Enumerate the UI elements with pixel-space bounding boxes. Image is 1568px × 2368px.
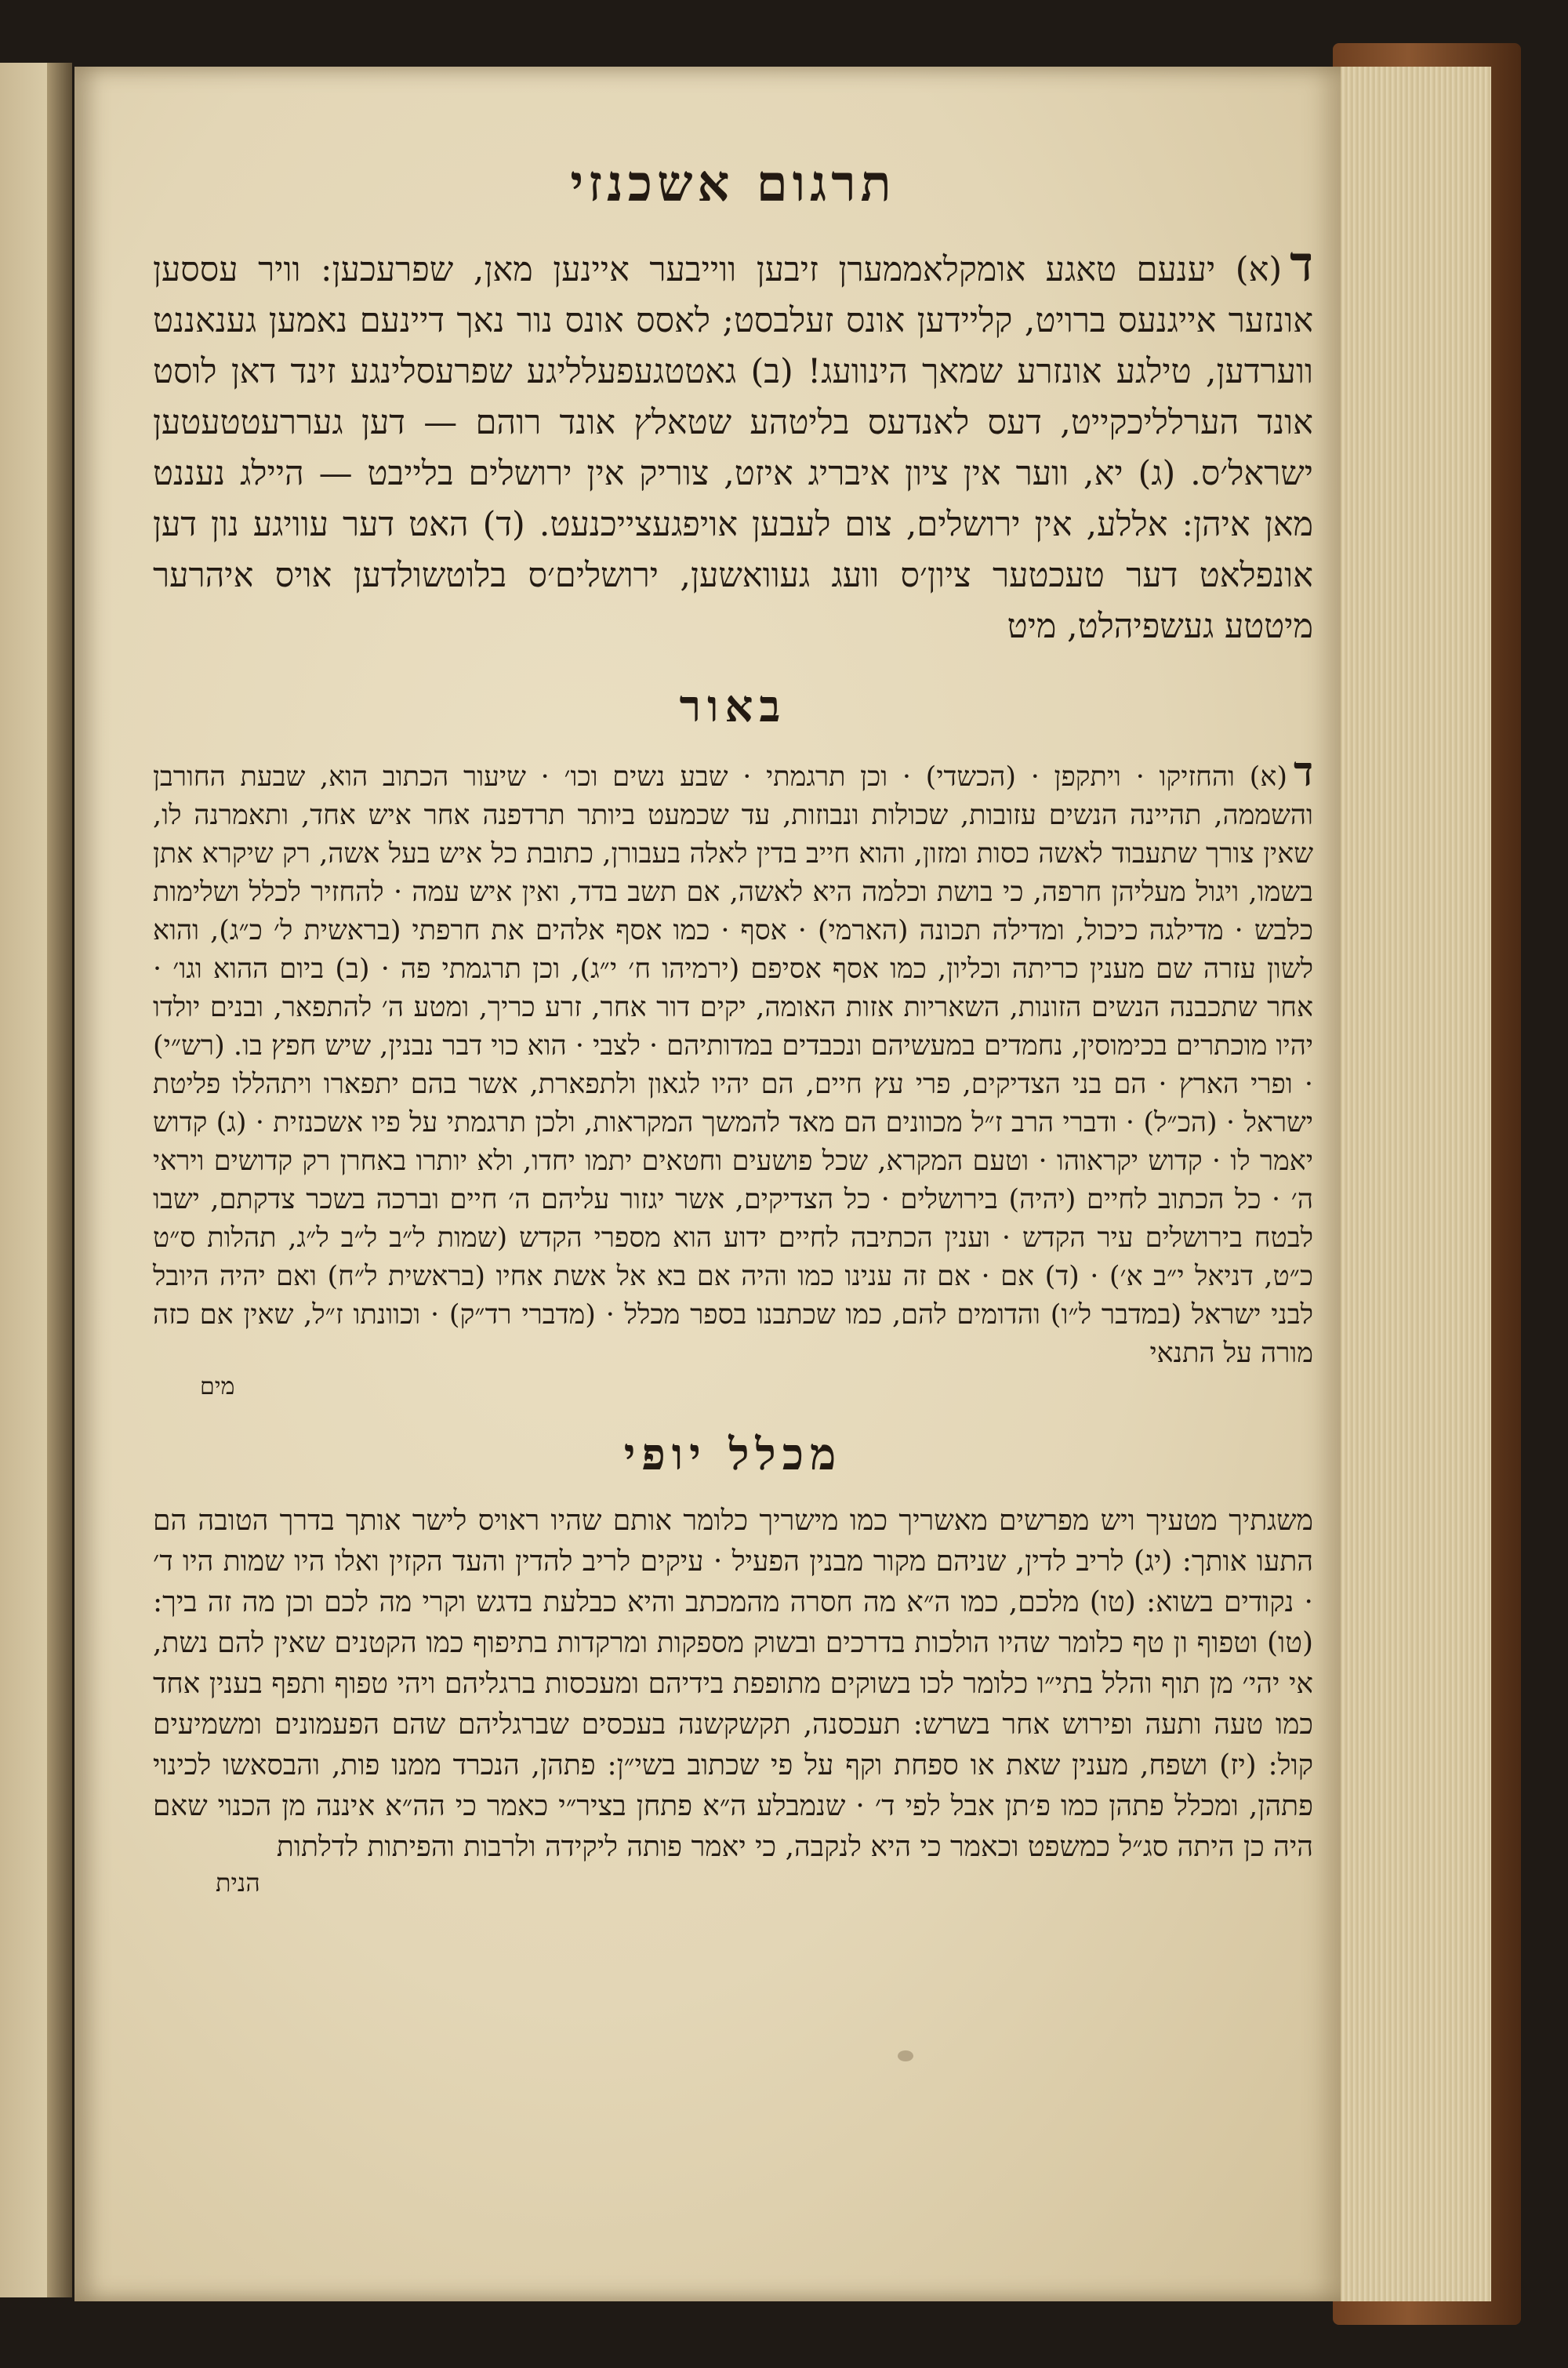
ink-spot — [898, 2050, 913, 2061]
mikhlol-heading: מכלל יופי — [623, 1429, 843, 1481]
biur-paragraph — [153, 748, 1313, 1373]
initial-letter: ד — [1293, 748, 1313, 797]
page-title: תרגום אשכנזי — [570, 154, 896, 213]
initial-letter: ד — [1290, 235, 1313, 293]
book-gutter — [47, 63, 72, 2297]
book-page — [74, 67, 1341, 2301]
biur-block — [153, 748, 1313, 1401]
translation-paragraph — [153, 235, 1313, 652]
biur-heading: באור — [679, 681, 787, 733]
biur-catchword: מים — [200, 1373, 235, 1401]
page-text — [153, 154, 1313, 1898]
biur-text: (א) והחזיקו · ויתקפן · (הכשדי) · וכן תרגמתי · שבע נשים וכו׳ · שיעור הכתוב הוא, שבעת החורבן והשממה, תהיינה הנשים עזובות, שכולות ונבוזות, עד שכמעט ביותר תרדפנה אחר איש אחד, ותאמרנה לו, שאין צורך שתעבוד לאשה כסות ומזון, והוא חייב בדין לאלה בעבורן, כתובת כל איש בעל אשה, רק שיקרא אתן בשמו, ויגול מעליהן חרפה, כי בושת וכלמה היא לאשה, אם תשב בדד, ואין איש עמה · להחזיר לכלל ושלימות כלבש · מדילגה כיכול, ומדילה תכונה (הארמי) · אסף · כמו אסף אלהים את חרפתי (בראשית ל׳ כ״ג), והוא לשון עזרה שם מענין כריתה וכליון, כמו אסף אסיפם (ירמיהו ח׳ י״ג), וכן תרגמתי פה · (ב) ביום ההוא וגו׳ · אחר שתכבנה הנשים הזונות, השאריות אזות האומה, יקים דור אחר, זרע כריך, ומטע ה׳ להתפאר, ובנים יולדו יהיו מוכתרים בכימוסין, נחמדים במעשיהם ונכבדים במדותיהם · לצבי · הוא כוי דבר נבנין, שיש חפץ בו. (רש״י) · ופרי הארץ · הם בני הצדיקים, פרי עץ חיים, הם יהיו לגאון ולתפארת, אשר בהם יתפארו ויתהללו פליטת ישראל · (הכ״ל) · ודברי הרב ז״ל מכוונים הם מאד להמשך המקראות, ולכן תרגמתי על פיו אשכנזית · (ג) קדוש יאמר לו · קדוש יקראוהו · וטעם המקרא, שכל פושעים וחטאים יתמו יחדו, ולא יותרו באחרן רק קדושים ויראי ה׳ · כל הכתוב לחיים (יהיה) בירושלים · כל הצדיקים, אשר יגזור עליהם ה׳ חיים וברכה בשכר צדקתם, ישבו לבטח בירושלים עיר הקדש · וענין הכתיבה לחיים ידוע הוא מספרי הקדש (שמות ל״ב ל״ב ל״ג, תהלות ס״ט כ״ט, דניאל י״ב א׳) · (ד) אם · אם זה ענינו כמו והיה אם בא אל אשת אחיו (בראשית ל״ח) ואם יהיה היובל לבני ישראל (במדבר ל״ו) והדומים להם, כמו שכתבנו בספר מכלל · (מדברי רד״ק) · וכוונתו ז״ל, שאין אם כזה מורה על התנאי — [153, 761, 1313, 1370]
mikhlol-block — [153, 1501, 1313, 1898]
mikhlol-catchword: הנית — [216, 1868, 260, 1898]
mikhlol-paragraph: משגתיך מטעיך ויש מפרשים מאשריך כמו מישריך כלומר אותם שהיו ראויס לישר אותך בדרך הטובה הם התעו אותך: (יג) לריב לדין, שניהם מקור מבנין הפעיל · עיקים לריב להדין והעד הקזין ואלו היו שמות היו ד׳ · נקודים בשוא: (טו) מלכם, כמו ה״א מה חסרה מהמכתב והיא כבלעת בדגש וקרי מה לכם וכן מה זה ביך: (טו) וטפוף ון טף כלומר שהיו הולכות בדרכים ובשוק מספקות ומרקדות בתיפוף כמו הקטנים שאין להם נשת, אי יהי׳ מן תוף והלל בתי״ו כלומר לכו בשוקים מתופפת בידיהם ומעכסות ברגליהם ויהי טפוף ותפף בענין אחד כמו טעה ותעה ופירוש אחר בשרש: תעכסנה, תקשקשנה בעכסים שברגליהם שהם הפעמונים ומשמיעים קול: (יז) ושפח, מענין שאת או ספחת וקף על פי שכתוב בשי״ן: פתהן, הנכרד ממנו פות, והבסאשו לכינוי פתהן, ומכלל פתהן כמו פ׳תן אבל לפי ד׳ · שנמבלע ה״א פתחן בציר״י כאמר כי הה״א איננה מן הכנוי שאם היה כן היתה סג״ל כמשפט וכאמר כי היא לנקבה, כי יאמר פותה ליקידה ולרבות והפיתות לדלתות — [153, 1505, 1313, 1864]
page-edges — [1325, 67, 1491, 2301]
translation-block — [153, 235, 1313, 652]
translation-text: (א) יענעם טאגע אומקלאממערן זיבען ווייבער איינען מאן, שפרעכען: וויר עססען אונזער אייגנעס ברויט, קליידען אונס זעלבסט; לאסס אונס נור נאך דיינעם נאמען גענאננט ווערדען, טילגע אונזרע שמאך הינוועג! (ב) גאטטגעפעלליגע שפרעסלינגע זינד דאן לוסט אונד הערלליכקייט, דעס לאנדעס בליטהע שטאלץ אונד רוהם — דען געררעטטעטען ישראל׳ס. (ג) יא, ווער אין ציון איבריג איזט, צוריק אין ירושלים בלייבט — היילג נעננט מאן איהן: אללע, אין ירושלים, צום לעבען אויפגעצייכנעט. (ד) האט דער עוויגע נון דען אונפלאט דער טעכטער ציון׳ס וועג געוואשען, ירושלים׳ס בלוטשולדען אויס איהרער מיטטע געשפיהלט, מיט — [153, 250, 1313, 647]
